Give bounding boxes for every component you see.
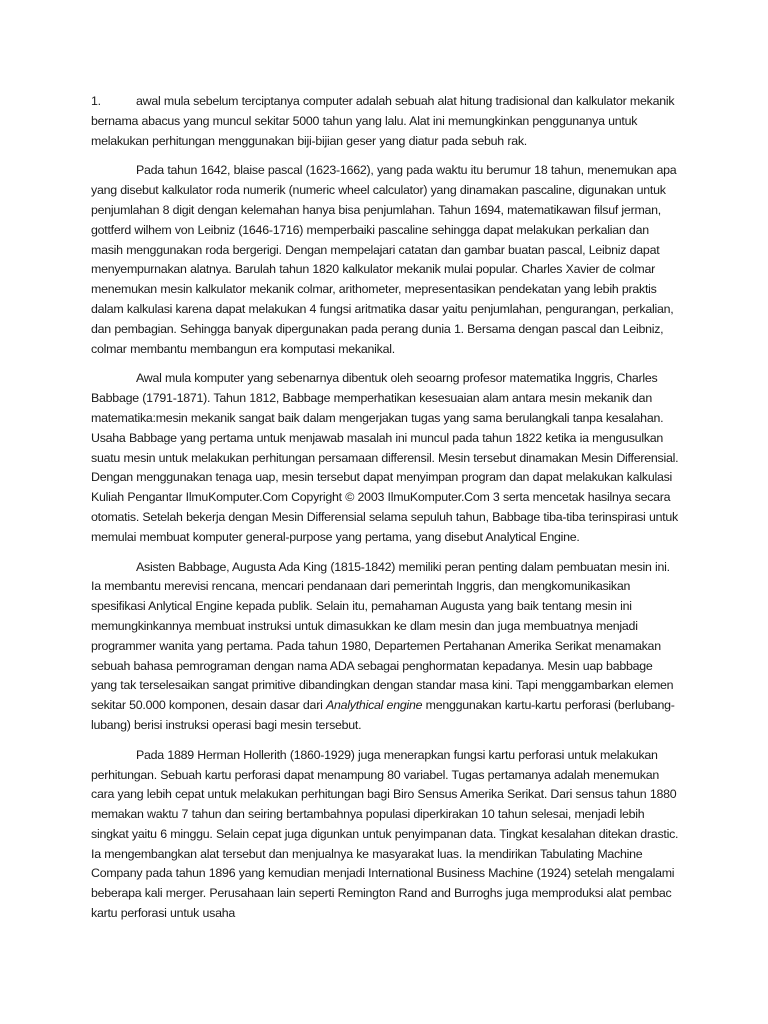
paragraph-text-before: Asisten Babbage, Augusta Ada King (1815-1842) memiliki peran penting dalam pembuatan mesin ini. Ia membantu merevisi rencana, mencari pendanaan dari pemerintah Inggris, dan mengkomunikasikan spesifikasi Anlytical Engine kepada publik. Selain itu, pemahaman Augusta yang baik tentang mesin ini memungkinkannya membuat instruksi untuk dimasukkan ke dlam mesin dan juga membuatnya menjadi programmer wanita yang pertama. Pada tahun 1980, Departemen Pertahanan Amerika Serikat menamakan sebuah bahasa pemrograman dengan nama ADA sebagai penghormatan kepadanya. Mesin uap babbage yang tak terselesaikan sangat primitive dibandingkan dengan standar masa kini. Tapi menggambarkan elemen sekitar 50.000 komponen, desain dasar dari <box>91 559 674 713</box>
paragraph-2: Pada tahun 1642, blaise pascal (1623-1662), yang pada waktu itu berumur 18 tahun, menemukan apa yang disebut kalkulator roda numerik (numeric wheel calculator) yang dinamakan pascaline, digunakan untuk penjumlahan 8 digit dengan kelemahan hanya bisa penjumlahan. Tahun 1694, matematikawan filsuf jerman, gottferd wilhem von Leibniz (1646-1716) memperbaiki pascaline sehingga dapat melakukan perkalian dan masih menggunakan roda bergerigi. Dengan mempelajari catatan dan gambar buatan pascal, Leibniz dapat menyempurnakan alatnya. Barulah tahun 1820 kalkulator mekanik mulai popular. Charles Xavier de colmar menemukan mesin kalkulator mekanik colmar, arithometer, mepresentasikan pendekatan yang lebih praktis dalam kalkulasi karena dapat melakukan 4 fungsi aritmatika dasar yaitu penjumlahan, pengurangan, perkalian, dan pembagian. Sehingga banyak dipergunakan pada perang dunia 1. Bersama dengan pascal dan Leibniz, colmar membantu membangun era komputasi mekanikal. <box>91 163 677 356</box>
paragraph-text-after: menggunakan kartu-kartu perforasi (berlubang-lubang) berisi instruksi operasi bagi mesin tersebut. <box>91 698 675 732</box>
paragraph-1 <box>91 92 681 151</box>
paragraph-5: Pada 1889 Herman Hollerith (1860-1929) juga menerapkan fungsi kartu perforasi untuk melakukan perhitungan. Sebuah kartu perforasi dapat menampung 80 variabel. Tugas pertamanya adalah menemukan cara yang lebih cepat untuk melakukan perhitungan bagi Biro Sensus Amerika Serikat. Dari sensus tahun 1880 memakan waktu 7 tahun dan seiring bertambahnya populasi diperkirakan 10 tahun selesai, menjadi lebih singkat yaitu 6 minggu. Selain cepat juga digunkan untuk penyimpanan data. Tingkat kesalahan ditekan drastic. Ia mengembangkan alat tersebut dan menjualnya ke masyarakat luas. Ia mendirikan Tabulating Machine Company pada tahun 1896 yang kemudian menjadi International Business Machine (1924) setelah mengalami beberapa kali merger. Perusahaan lain seperti Remington Rand and Burroghs juga memproduksi alat pembac kartu perforasi untuk usaha <box>91 747 679 921</box>
item-number: 1. <box>91 94 101 108</box>
paragraph-3: Awal mula komputer yang sebenarnya dibentuk oleh seoarng profesor matematika Inggris, Charles Babbage (1791-1871). Tahun 1812, Babbage memperhatikan kesesuaian alam antara mesin mekanik dan matematika:mesin mekanik sangat baik dalam mengerjakan tugas yang sama berulangkali tanpa kesalahan. Usaha Babbage yang pertama untuk menjawab masalah ini muncul pada tahun 1822 ketika ia mengusulkan suatu mesin untuk melakukan perhitungan persamaan differensil. Mesin tersebut dinamakan Mesin Differensial. Dengan menggunakan tenaga uap, mesin tersebut dapat menyimpan program dan dapat melakukan kalkulasi Kuliah Pengantar IlmuKomputer.Com Copyright © 2003 IlmuKomputer.Com 3 serta mencetak hasilnya secara otomatis. Setelah bekerja dengan Mesin Differensial selama sepuluh tahun, Babbage tiba-tiba terinspirasi untuk memulai membuat komputer general-purpose yang pertama, yang disebut Analytical Engine. <box>91 371 679 544</box>
paragraph-4 <box>91 558 681 736</box>
document-page <box>91 92 681 934</box>
paragraph-text: awal mula sebelum terciptanya computer adalah sebuah alat hitung tradisional dan kalkulator mekanik bernama abacus yang muncul sekitar 5000 tahun yang lalu. Alat ini memungkinkan penggunanya untuk melakukan perhitungan menggunakan biji-bijian geser yang diatur pada sebuh rak. <box>91 94 675 148</box>
italic-term: Analythical engine <box>325 698 423 713</box>
